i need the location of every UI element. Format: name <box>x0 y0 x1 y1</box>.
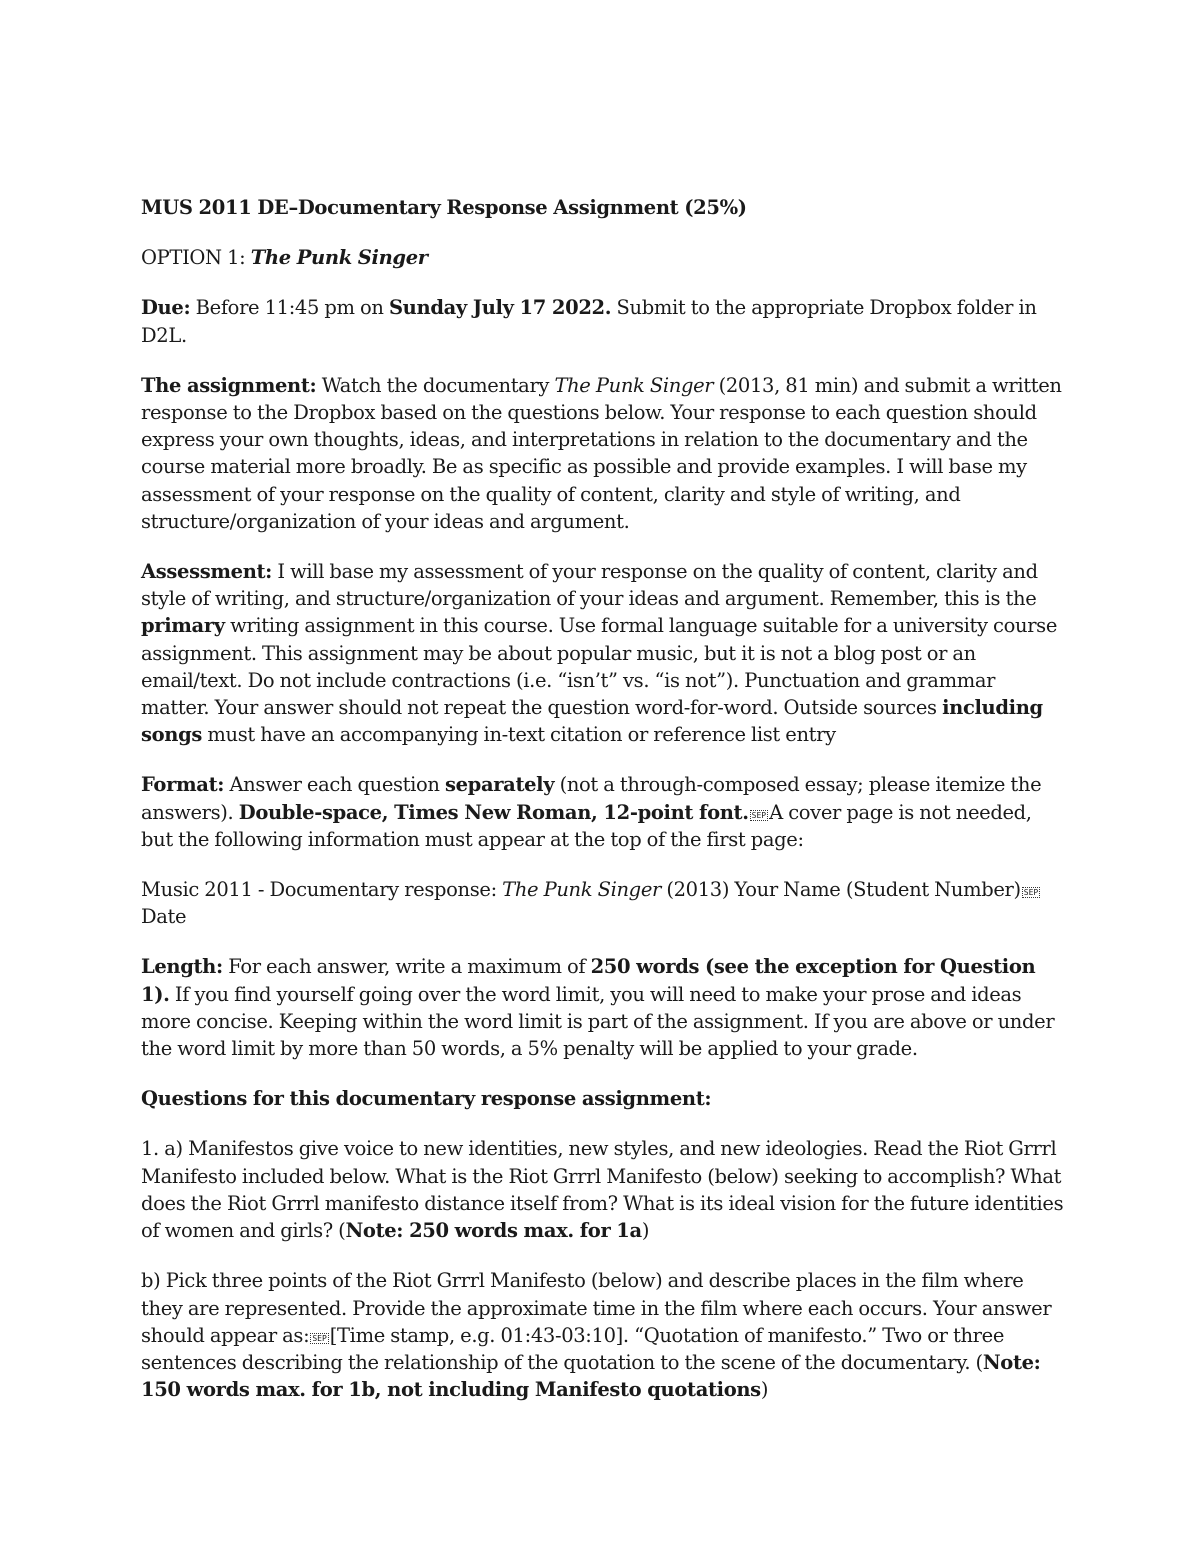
option-heading: OPTION 1: The Punk Singer <box>141 246 428 270</box>
length-paragraph: Length: For each answer, write a maximum of 250 words (see the exception for Question 1). If you find yourself going over the word limit, you will need to make your prose and ideas more concise. Keeping within the word limit is part of the assignment. If you are above or under the word limit by more than 50 words, a 5% penalty will be applied to your grade. <box>141 955 1055 1061</box>
assessment-paragraph: Assessment: I will base my assessment of your response on the quality of content, clarity and style of writing, and structure/organization of your ideas and argument. Remember, this is the primary writing assignment in this course. Use formal language suitable for a university course assignment. This assignment may be about popular music, but it is not a blog post or an email/text. Do not include contractions (i.e. “isn’t” vs. “is not”). Punctuation and grammar matter. Your answer should not repeat the question word-for-word. Outside sources including songs must have an accompanying in-text citation or reference list entry <box>141 560 1058 747</box>
due-paragraph: Due: Before 11:45 pm on Sunday July 17 2022. Submit to the appropriate Dropbox folder in D2L. <box>141 296 1037 347</box>
assignment-paragraph: The assignment: Watch the documentary The Punk Singer (2013, 81 min) and submit a written response to the Dropbox based on the questions below. Your response to each question should express your own thoughts, ideas, and interpretations in relation to the documentary and the course material more broadly. Be as specific as possible and provide examples. I will base my assessment of your response on the quality of content, clarity and style of writing, and structure/organization of your ideas and argument. <box>141 373 1062 533</box>
separator-glyph: SEP <box>312 1333 327 1343</box>
document-body <box>141 194 1066 1403</box>
document-title: MUS 2011 DE–Documentary Response Assignment (25%) <box>141 196 747 219</box>
question-1b: b) Pick three points of the Riot Grrrl Manifesto (below) and describe places in the film where they are represented. Provide the approximate time in the film where each occurs. Your answer should appear as: SEP [Time stamp, e.g. 01:43-03:10]. “Quotation of manifesto.” Two or three sentences describing the relationship of the quotation to the scene of the documentary. (Note: 150 words max. for 1b, not including Manifesto quotations) <box>141 1269 1052 1402</box>
questions-heading: Questions for this documentary response assignment: <box>141 1087 712 1111</box>
format-paragraph: Format: Answer each question separately (not a through-composed essay; please itemize the answers). Double-space, Times New Roman, 12-point font. SEP A cover page is not needed, but the following information must appear at the top of the first page: <box>141 773 1042 851</box>
question-1a: 1. a) Manifestos give voice to new identities, new styles, and new ideologies. Read the Riot Grrrl Manifesto included below. What is the Riot Grrrl Manifesto (below) seeking to accomplish? What does the Riot Grrrl manifesto distance itself from? What is its ideal vision for the future identities of women and girls? (Note: 250 words max. for 1a) <box>141 1137 1064 1243</box>
separator-glyph: SEP <box>1023 888 1039 898</box>
header-example-paragraph: Music 2011 - Documentary response: The Punk Singer (2013) Your Name (Student Number) SEPDate <box>141 878 1039 929</box>
separator-glyph: SEP <box>751 810 767 820</box>
